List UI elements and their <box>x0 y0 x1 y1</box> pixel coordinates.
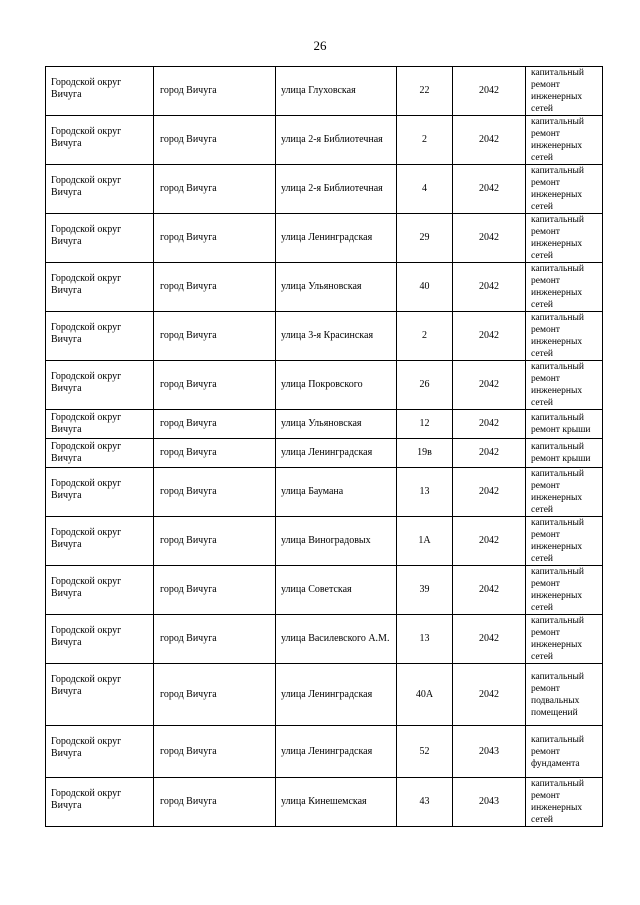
street-cell: улица Ленинградская <box>276 726 397 778</box>
street-cell: улица Ленинградская <box>276 439 397 468</box>
year-cell: 2042 <box>453 566 526 615</box>
street-cell: улица Баумана <box>276 468 397 517</box>
table-row <box>46 566 603 615</box>
year-cell: 2042 <box>453 312 526 361</box>
city-cell: город Вичуга <box>154 263 276 312</box>
city-cell: город Вичуга <box>154 778 276 827</box>
table-row <box>46 214 603 263</box>
house-number-cell: 29 <box>397 214 453 263</box>
house-number-cell: 43 <box>397 778 453 827</box>
okrug-cell: Городской округ Вичуга <box>46 116 154 165</box>
okrug-cell: Городской округ Вичуга <box>46 615 154 664</box>
work-type-cell: капитальный ремонт инженерных сетей <box>526 67 603 116</box>
table-row <box>46 468 603 517</box>
okrug-cell: Городской округ Вичуга <box>46 468 154 517</box>
street-cell: улица Виноградовых <box>276 517 397 566</box>
work-type-cell: капитальный ремонт инженерных сетей <box>526 263 603 312</box>
okrug-cell: Городской округ Вичуга <box>46 726 154 778</box>
house-number-cell: 2 <box>397 312 453 361</box>
house-number-cell: 1А <box>397 517 453 566</box>
year-cell: 2042 <box>453 468 526 517</box>
street-cell: улица 2-я Библиотечная <box>276 116 397 165</box>
year-cell: 2042 <box>453 263 526 312</box>
work-type-cell: капитальный ремонт фундамента <box>526 726 603 778</box>
year-cell: 2042 <box>453 67 526 116</box>
city-cell: город Вичуга <box>154 116 276 165</box>
table-row <box>46 263 603 312</box>
okrug-cell: Городской округ Вичуга <box>46 778 154 827</box>
okrug-cell: Городской округ Вичуга <box>46 566 154 615</box>
table-row <box>46 361 603 410</box>
table-row <box>46 439 603 468</box>
work-type-cell: капитальный ремонт инженерных сетей <box>526 116 603 165</box>
okrug-cell: Городской округ Вичуга <box>46 410 154 439</box>
table-row <box>46 165 603 214</box>
city-cell: город Вичуга <box>154 468 276 517</box>
table-row <box>46 312 603 361</box>
city-cell: город Вичуга <box>154 312 276 361</box>
work-type-cell: капитальный ремонт инженерных сетей <box>526 778 603 827</box>
house-number-cell: 13 <box>397 468 453 517</box>
city-cell: город Вичуга <box>154 67 276 116</box>
work-type-cell: капитальный ремонт инженерных сетей <box>526 361 603 410</box>
table-row <box>46 410 603 439</box>
okrug-cell: Городской округ Вичуга <box>46 67 154 116</box>
year-cell: 2042 <box>453 214 526 263</box>
city-cell: город Вичуга <box>154 165 276 214</box>
city-cell: город Вичуга <box>154 439 276 468</box>
okrug-cell: Городской округ Вичуга <box>46 439 154 468</box>
house-number-cell: 12 <box>397 410 453 439</box>
city-cell: город Вичуга <box>154 664 276 726</box>
year-cell: 2042 <box>453 361 526 410</box>
housing-repair-table <box>45 66 603 827</box>
year-cell: 2042 <box>453 439 526 468</box>
year-cell: 2042 <box>453 116 526 165</box>
table-row <box>46 615 603 664</box>
house-number-cell: 52 <box>397 726 453 778</box>
table-row <box>46 116 603 165</box>
okrug-cell: Городской округ Вичуга <box>46 263 154 312</box>
house-number-cell: 40А <box>397 664 453 726</box>
city-cell: город Вичуга <box>154 214 276 263</box>
city-cell: город Вичуга <box>154 361 276 410</box>
street-cell: улица Глуховская <box>276 67 397 116</box>
page-number: 26 <box>313 38 327 53</box>
house-number-cell: 2 <box>397 116 453 165</box>
city-cell: город Вичуга <box>154 410 276 439</box>
house-number-cell: 4 <box>397 165 453 214</box>
year-cell: 2042 <box>453 165 526 214</box>
year-cell: 2043 <box>453 778 526 827</box>
table-row <box>46 517 603 566</box>
city-cell: город Вичуга <box>154 615 276 664</box>
street-cell: улица 2-я Библиотечная <box>276 165 397 214</box>
year-cell: 2042 <box>453 410 526 439</box>
house-number-cell: 22 <box>397 67 453 116</box>
house-number-cell: 40 <box>397 263 453 312</box>
work-type-cell: капитальный ремонт инженерных сетей <box>526 615 603 664</box>
street-cell: улица Ленинградская <box>276 214 397 263</box>
city-cell: город Вичуга <box>154 566 276 615</box>
work-type-cell: капитальный ремонт инженерных сетей <box>526 165 603 214</box>
table-row <box>46 664 603 726</box>
year-cell: 2042 <box>453 615 526 664</box>
work-type-cell: капитальный ремонт крыши <box>526 410 603 439</box>
okrug-cell: Городской округ Вичуга <box>46 664 154 726</box>
street-cell: улица 3-я Красинская <box>276 312 397 361</box>
table-row <box>46 778 603 827</box>
house-number-cell: 13 <box>397 615 453 664</box>
okrug-cell: Городской округ Вичуга <box>46 214 154 263</box>
street-cell: улица Ленинградская <box>276 664 397 726</box>
house-number-cell: 19в <box>397 439 453 468</box>
street-cell: улица Ульяновская <box>276 263 397 312</box>
work-type-cell: капитальный ремонт инженерных сетей <box>526 517 603 566</box>
work-type-cell: капитальный ремонт инженерных сетей <box>526 468 603 517</box>
okrug-cell: Городской округ Вичуга <box>46 312 154 361</box>
street-cell: улица Ульяновская <box>276 410 397 439</box>
year-cell: 2042 <box>453 664 526 726</box>
street-cell: улица Советская <box>276 566 397 615</box>
year-cell: 2043 <box>453 726 526 778</box>
house-number-cell: 39 <box>397 566 453 615</box>
year-cell: 2042 <box>453 517 526 566</box>
street-cell: улица Василевского А.М. <box>276 615 397 664</box>
work-type-cell: капитальный ремонт подвальных помещений <box>526 664 603 726</box>
city-cell: город Вичуга <box>154 726 276 778</box>
city-cell: город Вичуга <box>154 517 276 566</box>
house-number-cell: 26 <box>397 361 453 410</box>
table-row <box>46 67 603 116</box>
street-cell: улица Покровского <box>276 361 397 410</box>
table-row <box>46 726 603 778</box>
work-type-cell: капитальный ремонт крыши <box>526 439 603 468</box>
okrug-cell: Городской округ Вичуга <box>46 361 154 410</box>
work-type-cell: капитальный ремонт инженерных сетей <box>526 566 603 615</box>
okrug-cell: Городской округ Вичуга <box>46 517 154 566</box>
street-cell: улица Кинешемская <box>276 778 397 827</box>
work-type-cell: капитальный ремонт инженерных сетей <box>526 214 603 263</box>
okrug-cell: Городской округ Вичуга <box>46 165 154 214</box>
work-type-cell: капитальный ремонт инженерных сетей <box>526 312 603 361</box>
